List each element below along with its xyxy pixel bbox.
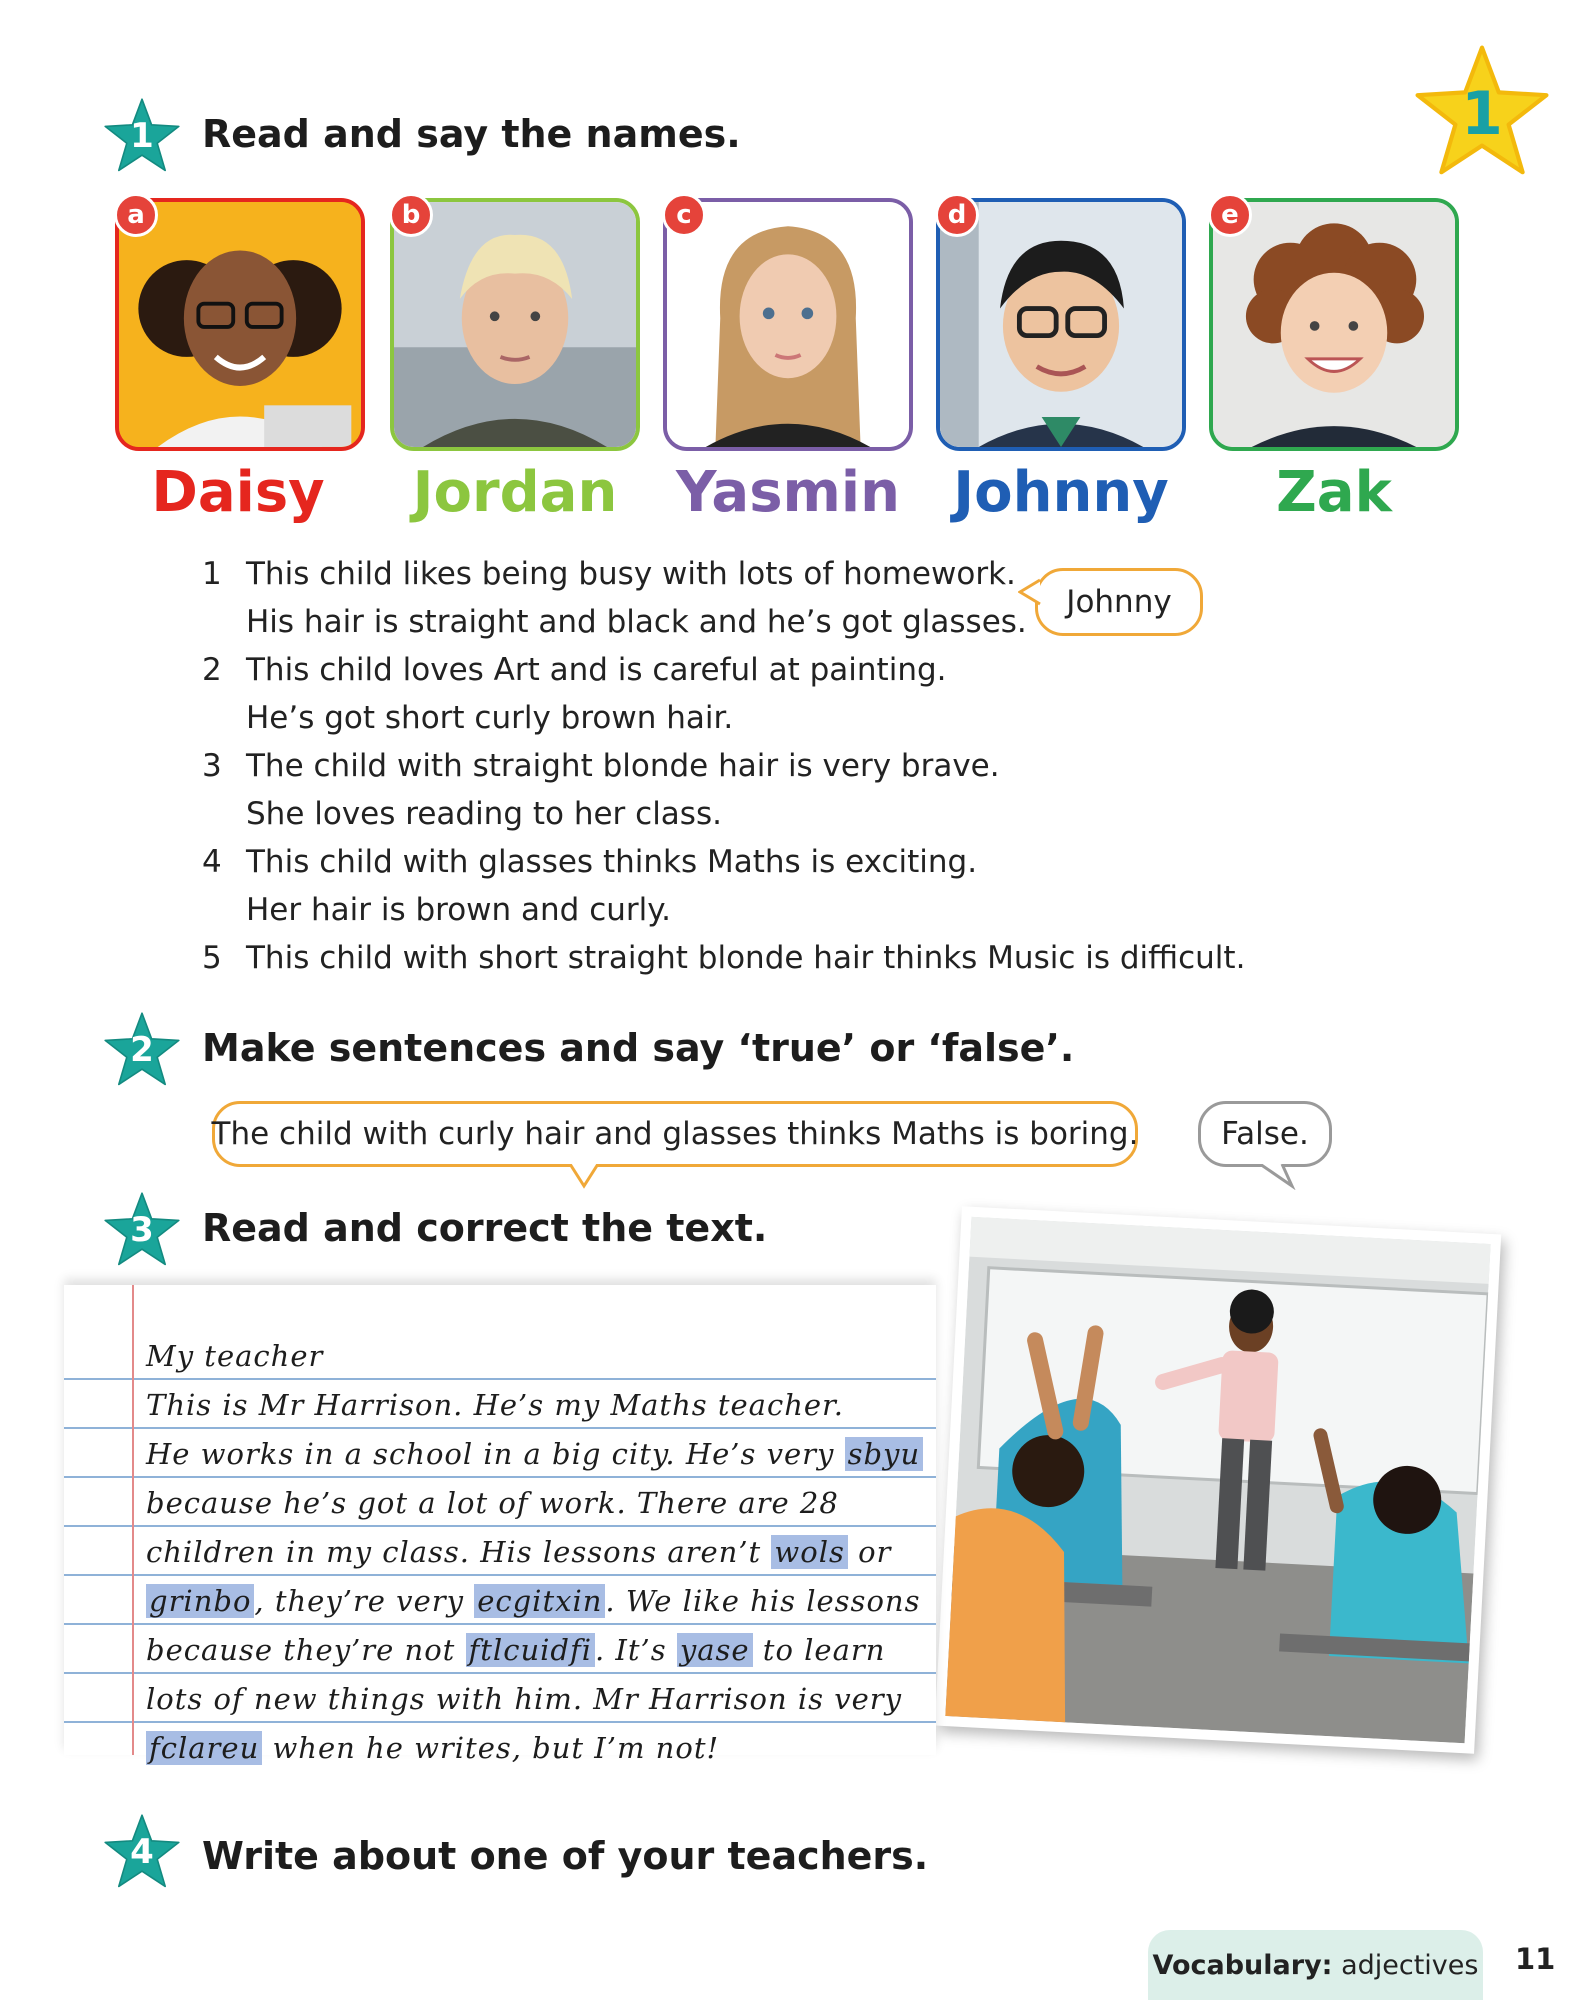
- scrambled-word[interactable]: ecgitxin: [474, 1584, 605, 1618]
- badge-a: a: [114, 193, 158, 237]
- notebook-line-7: lots of new things with him. Mr Harrison is very: [146, 1682, 903, 1716]
- exercise-1-title: Read and say the names.: [202, 112, 741, 156]
- example-sentence-text: The child with curly hair and glasses thinks Maths is boring.: [211, 1116, 1139, 1152]
- sentence-3: 3 The child with straight blonde hair is very brave.: [202, 748, 1000, 784]
- answer-bubble-text: Johnny: [1066, 584, 1172, 620]
- badge-e: e: [1208, 193, 1252, 237]
- notebook-text: [64, 1285, 936, 1765]
- photo-yasmin: [663, 198, 913, 451]
- notebook-line-4: children in my class. His lessons aren’t wols or: [146, 1535, 892, 1569]
- photo-johnny: [936, 198, 1186, 451]
- false-answer-text: False.: [1221, 1116, 1309, 1152]
- bubble-tail: [568, 1164, 602, 1190]
- bubble-tail: [1258, 1164, 1298, 1190]
- notebook-line-3: because he’s got a lot of work. There are 28: [146, 1486, 839, 1520]
- badge-b: b: [389, 193, 433, 237]
- exercise-2-star: [102, 1010, 182, 1090]
- exercise-number: 2: [130, 1030, 154, 1070]
- sentence-4: 4 This child with glasses thinks Maths is exciting.: [202, 844, 978, 880]
- scrambled-word[interactable]: yase: [677, 1633, 753, 1667]
- answer-bubble: [1035, 568, 1203, 636]
- sentence-2: 2 This child loves Art and is careful at painting.: [202, 652, 947, 688]
- false-answer-bubble: [1198, 1101, 1332, 1167]
- exercise-4-star: [102, 1812, 182, 1892]
- badge-d: d: [935, 193, 979, 237]
- exercise-number: 3: [130, 1210, 154, 1250]
- exercise-4-title: Write about one of your teachers.: [202, 1834, 929, 1878]
- sentence-4-line-2: Her hair is brown and curly.: [246, 892, 672, 928]
- page-number: 11: [1515, 1942, 1556, 1976]
- name-jordan: Jordan: [412, 460, 618, 525]
- exercise-1-star: [102, 96, 182, 176]
- sentence-1: 1 This child likes being busy with lots of homework.: [202, 556, 1016, 592]
- photo-jordan: [390, 198, 640, 451]
- name-zak: Zak: [1276, 460, 1392, 525]
- unit-number: 1: [1461, 79, 1503, 149]
- scrambled-word[interactable]: fclareu: [146, 1731, 262, 1765]
- name-yasmin: Yasmin: [676, 460, 900, 525]
- notebook-title: My teacher: [146, 1339, 324, 1373]
- badge-c: c: [662, 193, 706, 237]
- exercise-3-title: Read and correct the text.: [202, 1206, 768, 1250]
- exercise-number: 1: [130, 116, 154, 156]
- name-daisy: Daisy: [151, 460, 325, 525]
- photo-daisy: [115, 198, 365, 451]
- notebook-line-2: He works in a school in a big city. He’s very sbyu: [146, 1437, 923, 1471]
- scrambled-word[interactable]: sbyu: [845, 1437, 924, 1471]
- vocabulary-label: Vocabulary:: [1152, 1949, 1333, 1981]
- exercise-3-star: [102, 1190, 182, 1270]
- name-johnny: Johnny: [953, 460, 1169, 525]
- unit-number-star: [1412, 42, 1552, 182]
- exercise-number: 4: [130, 1832, 154, 1872]
- classroom-photo: [935, 1206, 1501, 1754]
- vocabulary-tab: [1148, 1930, 1483, 2000]
- exercise-2-title: Make sentences and say ‘true’ or ‘false’.: [202, 1026, 1075, 1070]
- bubble-tail: [1018, 578, 1044, 608]
- scrambled-word[interactable]: ftlcuidfi: [466, 1633, 595, 1667]
- notebook-line-1: This is Mr Harrison. He’s my Maths teacher.: [146, 1388, 844, 1422]
- example-sentence-bubble: [212, 1101, 1138, 1167]
- sentence-5: 5 This child with short straight blonde hair thinks Music is difficult.: [202, 940, 1246, 976]
- sentence-3-line-2: She loves reading to her class.: [246, 796, 722, 832]
- scrambled-word[interactable]: wols: [771, 1535, 847, 1569]
- sentence-1-line-2: His hair is straight and black and he’s got glasses.: [246, 604, 1027, 640]
- vocabulary-topic: adjectives: [1341, 1949, 1479, 1981]
- notebook-line-5: grinbo , they’re very ecgitxin . We like his lessons: [146, 1584, 920, 1618]
- scrambled-word[interactable]: grinbo: [146, 1584, 254, 1618]
- sentence-2-line-2: He’s got short curly brown hair.: [246, 700, 734, 736]
- notebook-line-6: because they’re not ftlcuidfi . It’s yase to learn: [146, 1633, 886, 1667]
- notebook-line-8: fclareu when he writes, but I’m not!: [146, 1731, 719, 1765]
- photo-zak: [1209, 198, 1459, 451]
